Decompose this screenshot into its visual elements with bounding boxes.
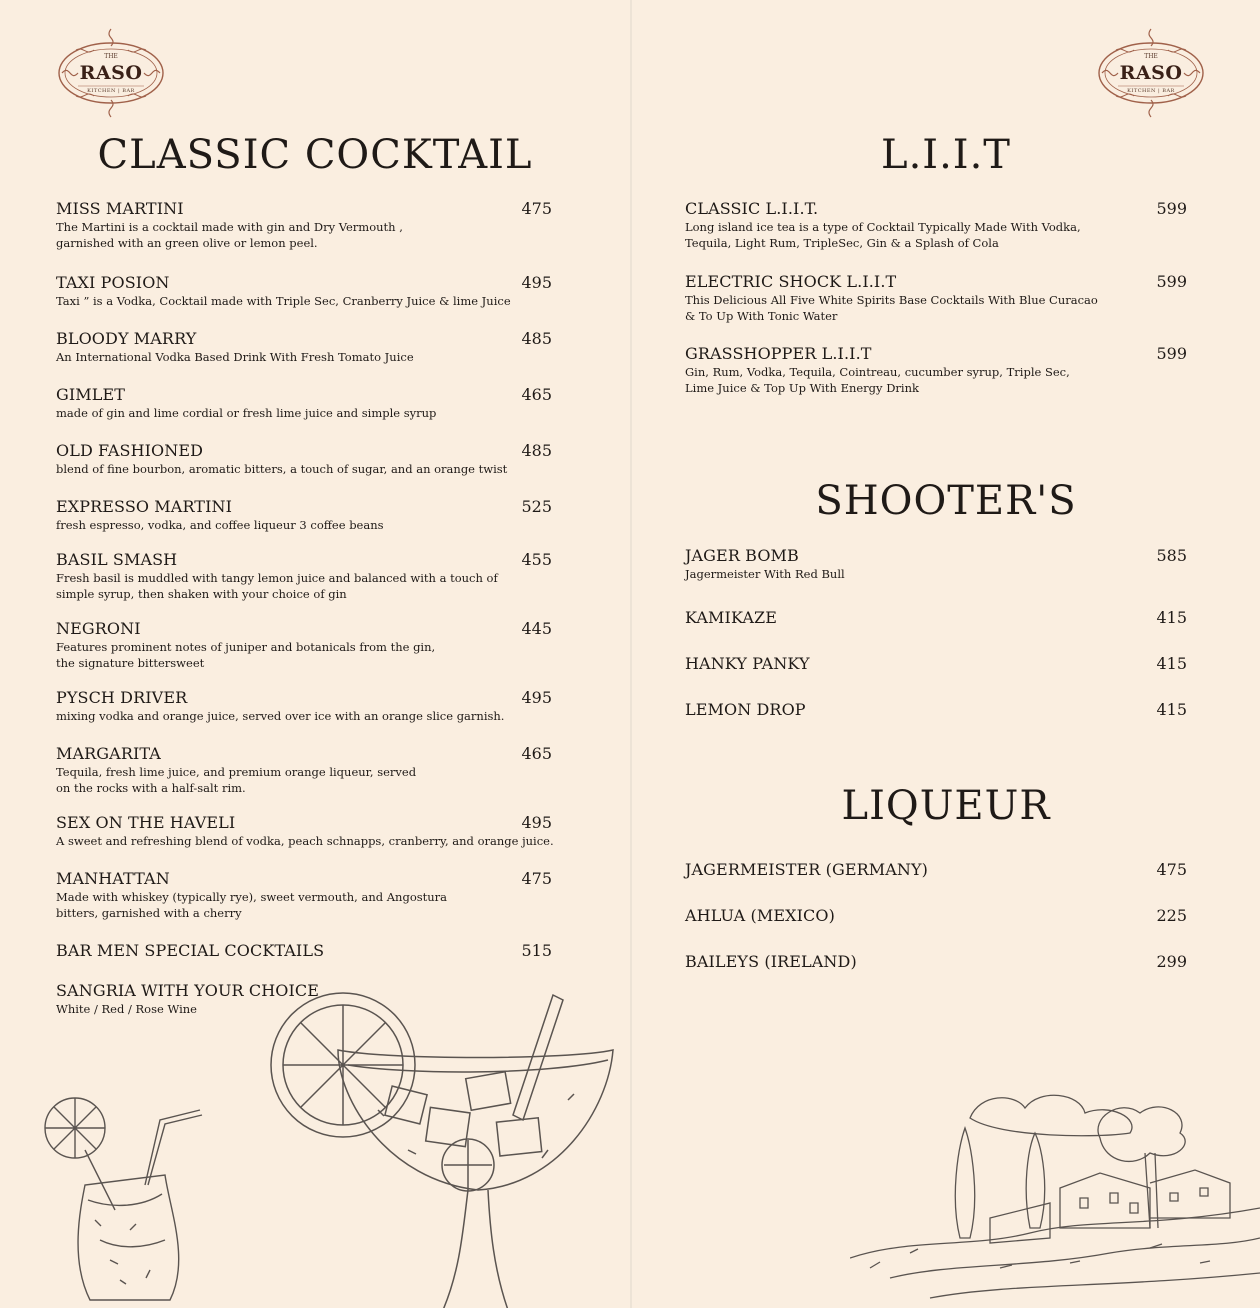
item-name: SANGRIA WITH YOUR CHOICE <box>56 981 320 1000</box>
item-description: Long island ice tea is a type of Cocktail Typically Made With Vodka, <box>685 220 1081 234</box>
item-price: 415 <box>1156 654 1187 673</box>
item-price: 495 <box>521 813 552 832</box>
item-description: A sweet and refreshing blend of vodka, peach schnapps, cranberry, and orange juice. <box>56 834 554 848</box>
menu-item-old-fashioned <box>56 442 556 477</box>
item-name: ELECTRIC SHOCK L.I.I.T <box>685 272 897 291</box>
menu-item-gimlet <box>56 386 556 421</box>
item-price: 515 <box>521 941 552 960</box>
item-price: 475 <box>521 199 552 218</box>
menu-item-lemon-drop <box>685 701 1187 719</box>
menu-item-pysch-driver <box>56 689 556 724</box>
shooters-title: SHOOTER'S <box>815 478 1077 524</box>
item-name: GIMLET <box>56 385 126 404</box>
item-description: Lime Juice & Top Up With Energy Drink <box>685 381 919 395</box>
item-name: OLD FASHIONED <box>56 441 204 460</box>
item-description: This Delicious All Five White Spirits Base Cocktails With Blue Curacao <box>685 293 1098 307</box>
item-price: 485 <box>521 441 552 460</box>
item-name: MARGARITA <box>56 744 161 763</box>
item-name: HANKY PANKY <box>685 654 810 673</box>
item-price: 225 <box>1156 906 1187 925</box>
item-name: BAR MEN SPECIAL COCKTAILS <box>56 941 325 960</box>
item-price: 495 <box>521 273 552 292</box>
item-description: garnished with an green olive or lemon peel. <box>56 236 318 250</box>
item-price: 585 <box>1156 546 1187 565</box>
menu-item-grasshopper-l-i-i-t <box>685 345 1187 396</box>
item-description: Features prominent notes of juniper and botanicals from the gin, <box>56 640 436 654</box>
menu-item-taxi-posion <box>56 274 556 309</box>
menu-item-kamikaze <box>685 609 1187 627</box>
item-description: mixing vodka and orange juice, served over ice with an orange slice garnish. <box>56 709 505 723</box>
logo-the: THE <box>1144 53 1158 60</box>
item-price: 599 <box>1156 199 1187 218</box>
menu-item-miss-martini <box>56 200 556 251</box>
item-description: White / Red / Rose Wine <box>56 1002 197 1016</box>
item-price: 465 <box>521 385 552 404</box>
item-name: NEGRONI <box>56 619 141 638</box>
menu-item-baileys-ireland <box>685 953 1187 971</box>
classic-cocktail-title: CLASSIC COCKTAIL <box>97 132 533 178</box>
menu-item-basil-smash <box>56 551 556 602</box>
item-name: JAGER BOMB <box>685 546 799 565</box>
menu-item-margarita <box>56 745 556 796</box>
item-description: blend of fine bourbon, aromatic bitters, a touch of sugar, and an orange twist <box>56 462 508 476</box>
item-price: 465 <box>521 744 552 763</box>
item-name: EXPRESSO MARTINI <box>56 497 233 516</box>
menu-item-bar-men-special-cocktails <box>56 942 556 960</box>
item-name: AHLUA (MEXICO) <box>685 906 835 925</box>
logo-name: RASO <box>79 62 143 84</box>
menu-item-ahlua-mexico <box>685 907 1187 925</box>
item-price: 599 <box>1156 272 1187 291</box>
item-description: Tequila, fresh lime juice, and premium orange liqueur, served <box>56 765 417 779</box>
menu-item-classic-l-i-i-t <box>685 200 1187 251</box>
item-price: 525 <box>521 497 552 516</box>
item-price: 415 <box>1156 700 1187 719</box>
menu-item-bloody-marry <box>56 330 556 365</box>
item-name: BAILEYS (IRELAND) <box>685 952 857 971</box>
logo-tagline: KITCHEN | BAR <box>87 88 135 94</box>
item-name: CLASSIC L.I.I.T. <box>685 199 819 218</box>
liqueur-title: LIQUEUR <box>841 783 1051 829</box>
item-description: An International Vodka Based Drink With Fresh Tomato Juice <box>56 350 414 364</box>
sangria-glass-sketch-icon <box>268 990 628 1308</box>
item-price: 475 <box>1156 860 1187 879</box>
item-description: Jagermeister With Red Bull <box>685 567 845 581</box>
logo-the: THE <box>104 53 118 60</box>
menu-item-negroni <box>56 620 556 671</box>
item-name: MANHATTAN <box>56 869 170 888</box>
item-name: SEX ON THE HAVELI <box>56 813 236 832</box>
item-name: BLOODY MARRY <box>56 329 197 348</box>
logo-tagline: KITCHEN | BAR <box>1127 88 1175 94</box>
menu-item-jagermeister-germany <box>685 861 1187 879</box>
item-description: bitters, garnished with a cherry <box>56 906 242 920</box>
item-description: Tequila, Light Rum, TripleSec, Gin & a Splash of Cola <box>685 236 999 250</box>
menu-item-manhattan <box>56 870 556 921</box>
item-description: fresh espresso, vodka, and coffee liqueur 3 coffee beans <box>56 518 384 532</box>
item-price: 495 <box>521 688 552 707</box>
item-price: 299 <box>1156 952 1187 971</box>
item-description: Fresh basil is muddled with tangy lemon juice and balanced with a touch of <box>56 571 498 585</box>
item-name: JAGERMEISTER (GERMANY) <box>685 860 928 879</box>
item-price: 485 <box>521 329 552 348</box>
item-description: Made with whiskey (typically rye), sweet vermouth, and Angostura <box>56 890 448 904</box>
menu-item-hanky-panky <box>685 655 1187 673</box>
logo-name: RASO <box>1119 62 1183 84</box>
menu-item-sex-on-the-haveli <box>56 814 556 849</box>
item-description: simple syrup, then shaken with your choice of gin <box>56 587 347 601</box>
item-description: Gin, Rum, Vodka, Tequila, Cointreau, cucumber syrup, Triple Sec, <box>685 365 1070 379</box>
cocktail-umbrella-sketch-icon <box>30 1090 220 1308</box>
item-description: The Martini is a cocktail made with gin and Dry Vermouth , <box>56 220 403 234</box>
item-description: & To Up With Tonic Water <box>685 309 838 323</box>
liit-title: L.I.I.T <box>881 132 1011 178</box>
item-price: 415 <box>1156 608 1187 627</box>
item-price: 445 <box>521 619 552 638</box>
menu-item-electric-shock-l-i-i-t <box>685 273 1187 324</box>
raso-logo <box>56 26 166 120</box>
item-description: on the rocks with a half-salt rim. <box>56 781 246 795</box>
village-landscape-sketch-icon <box>850 1078 1260 1308</box>
item-name: BASIL SMASH <box>56 550 178 569</box>
item-description: Taxi ” is a Vodka, Cocktail made with Triple Sec, Cranberry Juice & lime Juice <box>56 294 511 308</box>
menu-item-expresso-martini <box>56 498 556 533</box>
menu-item-jager-bomb <box>685 547 1187 582</box>
item-name: PYSCH DRIVER <box>56 688 188 707</box>
item-description: made of gin and lime cordial or fresh lime juice and simple syrup <box>56 406 437 420</box>
item-name: KAMIKAZE <box>685 608 778 627</box>
item-name: MISS MARTINI <box>56 199 184 218</box>
right-page <box>632 0 1260 1308</box>
item-name: LEMON DROP <box>685 700 806 719</box>
raso-logo-right <box>1096 26 1206 120</box>
item-name: TAXI POSION <box>56 273 170 292</box>
item-price: 599 <box>1156 344 1187 363</box>
item-price: 475 <box>521 869 552 888</box>
item-price: 455 <box>521 550 552 569</box>
item-description: the signature bittersweet <box>56 656 205 670</box>
item-name: GRASSHOPPER L.I.I.T <box>685 344 872 363</box>
